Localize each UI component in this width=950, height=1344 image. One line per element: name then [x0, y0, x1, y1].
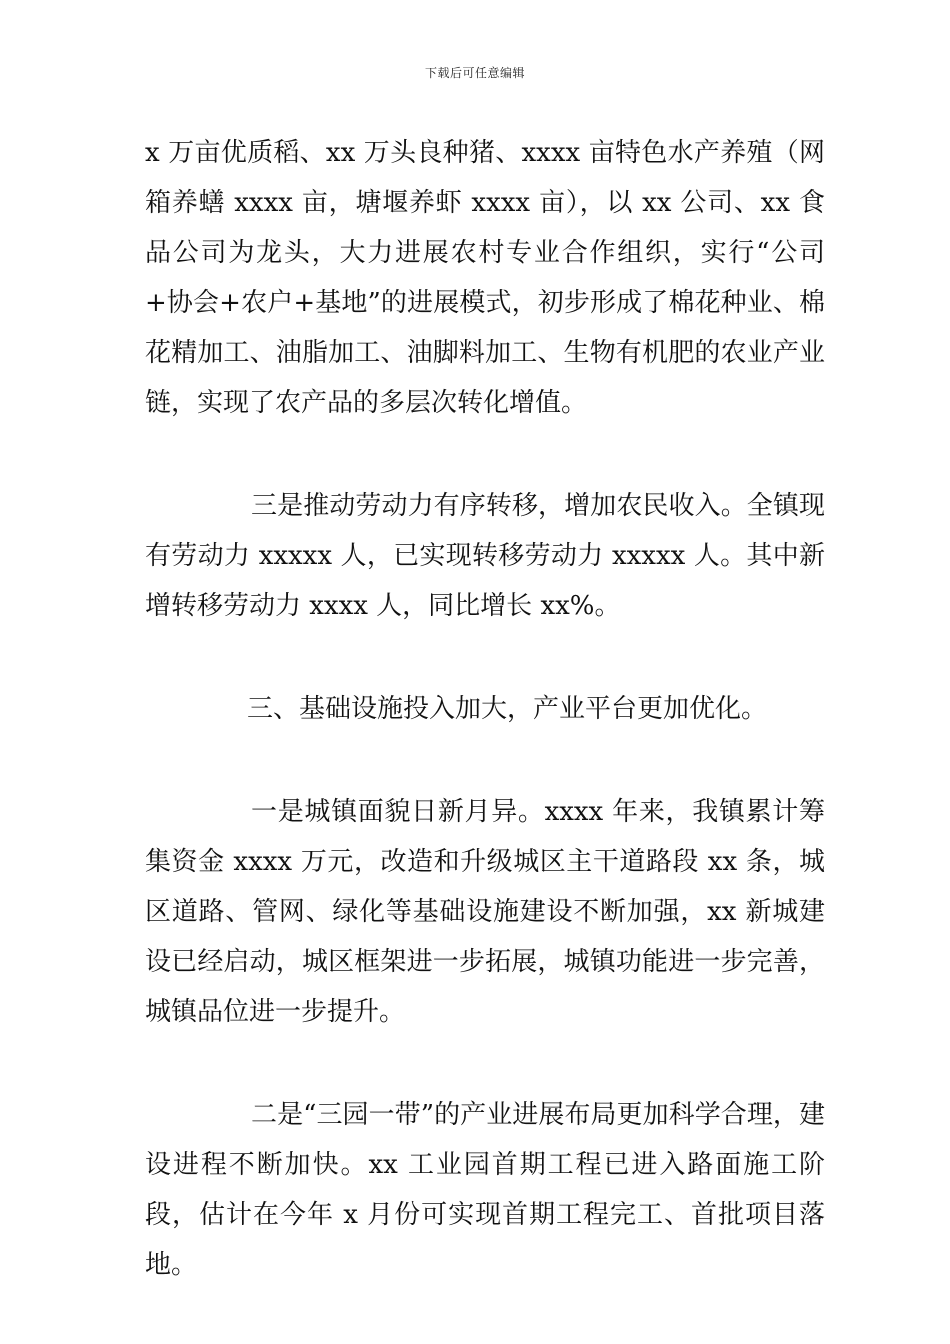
paragraph-agri-chain: x 万亩优质稻、xx 万头良种猪、xxxx 亩特色水产养殖（网箱养蟮 xxxx 亩，塘堰养虾 xxxx 亩），以 xx 公司、xx 食品公司为龙头，大力进展农村专业合作组织，实行“公司+协会+农户+基地”的进展模式，初步形成了棉花种业、棉花精加工、油脂加工、油脚料加工、生物有机肥的农业产业链，实现了农产品的多层次转化增值。	[145, 138, 825, 418]
paragraph-industrial-layout: 二是“三园一带”的产业进展布局更加科学合理，建设进程不断加快。xx 工业园首期工程已进入路面施工阶段，估计在今年 x 月份可实现首期工程完工、首批项目落地。	[145, 1100, 825, 1280]
paragraph-spacer	[145, 631, 825, 684]
header-note: 下载后可任意编辑	[424, 66, 525, 80]
paragraph-labor-transfer: 三是推动劳动力有序转移，增加农民收入。全镇现有劳动力 xxxxx 人，已实现转移劳动力 xxxxx 人。其中新增转移劳动力 xxxx 人，同比增长 xx%。	[145, 491, 825, 621]
paragraph-spacer	[145, 734, 825, 787]
section-heading-infrastructure: 三、基础设施投入加大，产业平台更加优化。	[247, 694, 768, 724]
paragraph-spacer	[145, 1037, 825, 1090]
paragraph-town-appearance: 一是城镇面貌日新月异。xxxx 年来，我镇累计筹集资金 xxxx 万元，改造和升级城区主干道路段 xx 条，城区道路、管网、绿化等基础设施建设不断加强，xx 新城建设已经启动，城区框架进一步拓展，城镇功能进一步完善，城镇品位进一步提升。	[145, 797, 825, 1027]
paragraph-spacer	[145, 428, 825, 481]
document-body	[145, 128, 825, 1290]
